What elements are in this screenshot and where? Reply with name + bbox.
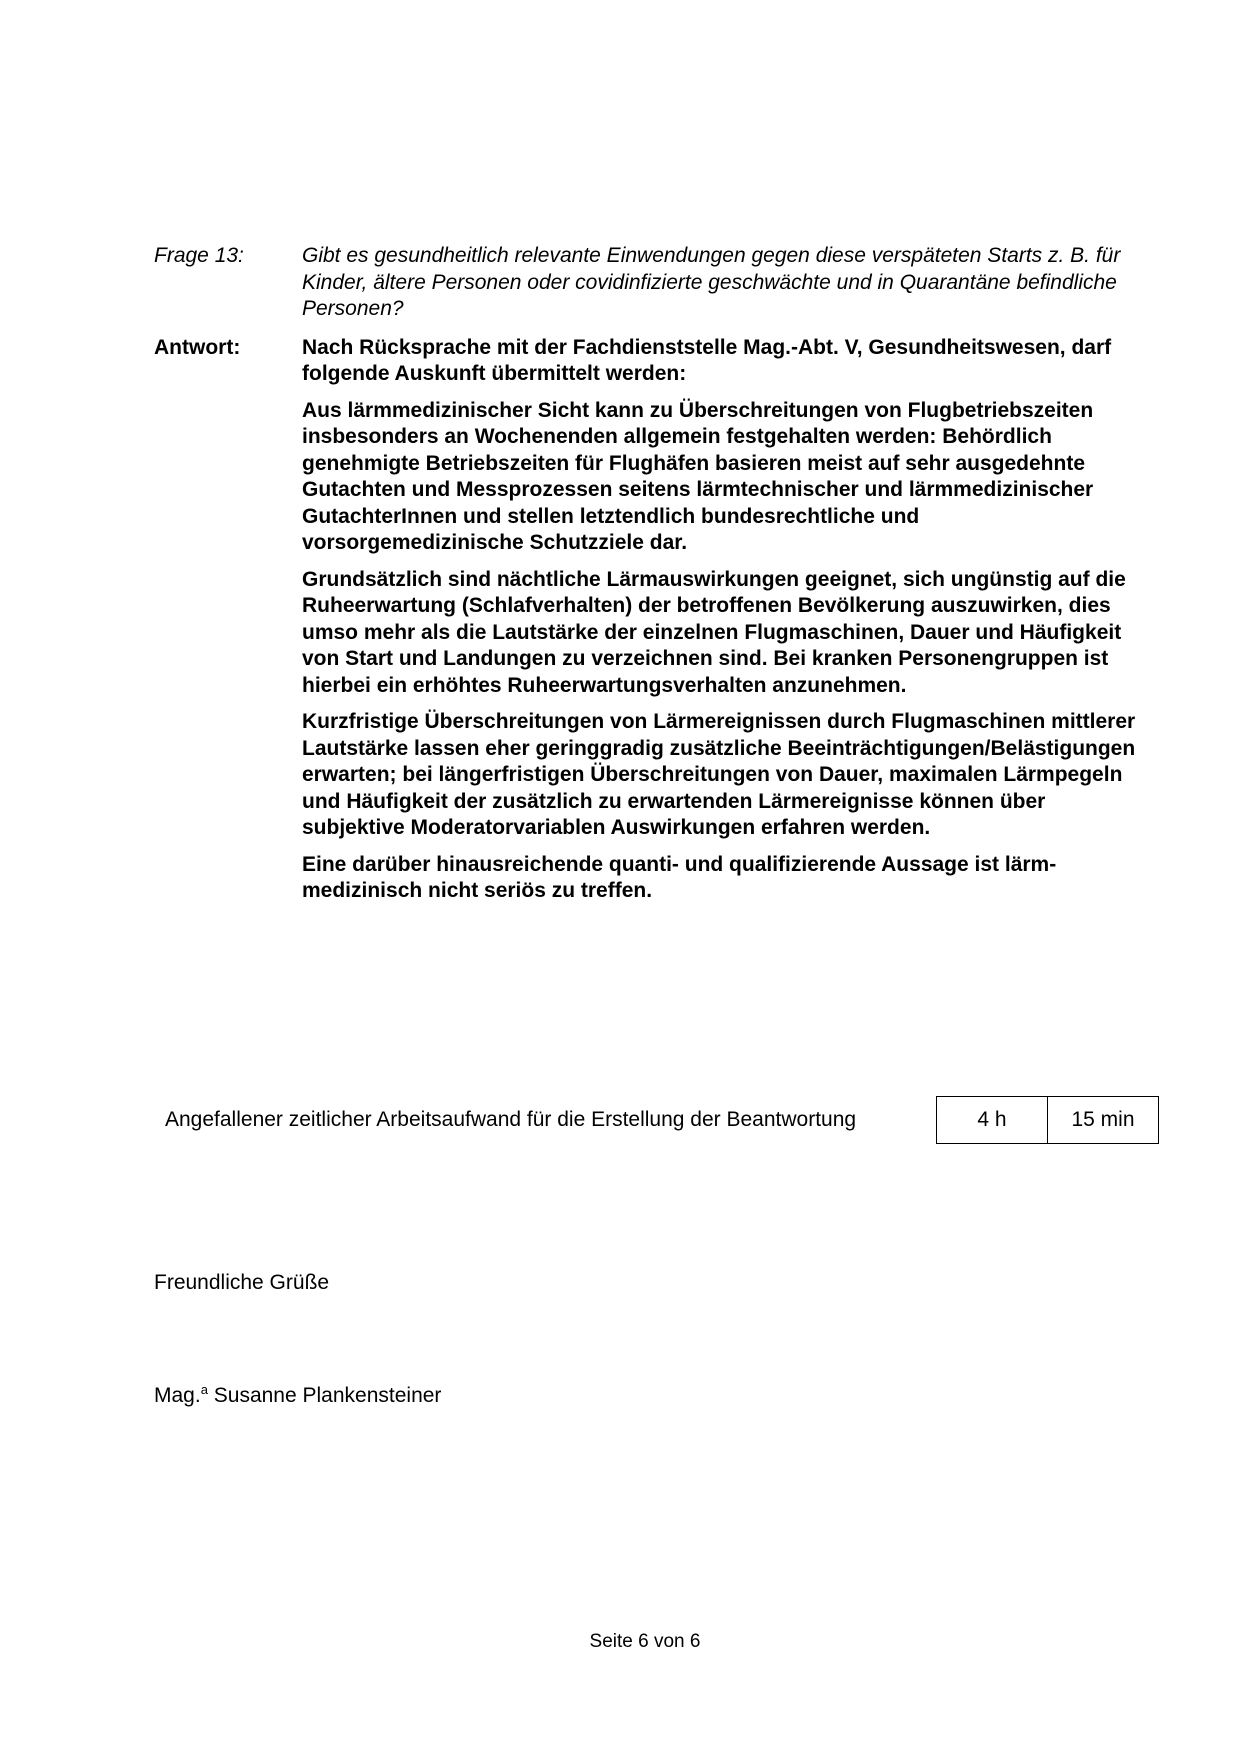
answer-label: Antwort: <box>154 335 241 359</box>
effort-table <box>936 1096 1159 1144</box>
question-text: Gibt es gesundheitlich relevante Einwendungen gegen diese verspäteten Starts z. B. für Kinder, ältere Personen oder covidinfizierte geschwächte und in Quarantäne befindliche Personen? <box>302 244 1121 320</box>
effort-minutes: 15 min <box>1048 1097 1159 1144</box>
question-row <box>154 243 1144 323</box>
effort-table-row <box>937 1097 1159 1144</box>
answer-row <box>154 335 1144 915</box>
question-label: Frage 13: <box>154 244 244 267</box>
answer-paragraph: Grundsätzlich sind nächtliche Lärmauswirkungen geeignet, sich ungünstig auf die Ruheerwartung (Schlafverhalten) der betroffenen Bevölkerung auszuwirken, dies umso mehr als die Lautstärke der einzelnen Flugmaschinen, Dauer und Häufigkeit von Start und Landungen zu verzeichnen sind. Bei kranken Personengruppen ist hierbei ein erhöhtes Ruheerwartungsverhalten anzunehmen. <box>302 567 1126 697</box>
signature-name: Susanne Plankensteiner <box>213 1384 442 1407</box>
answer-body <box>302 335 1144 915</box>
qa-section <box>154 243 1144 915</box>
answer-intro: Nach Rücksprache mit der Fachdienststelle Mag.-Abt. V, Gesundheitswesen, darf folgende Auskunft übermittelt werden: <box>302 335 1112 385</box>
signature-title-superscript: a <box>200 1382 208 1397</box>
effort-section <box>165 1096 1160 1144</box>
signature <box>154 1383 441 1409</box>
answer-paragraph: Aus lärmmedizinischer Sicht kann zu Überschreitungen von Flugbetriebszeiten insbesonders an Wochenenden allgemein festgehalten werden: Behördlich genehmigte Betriebszeiten für Flughäfen basieren meist auf sehr ausgedehnte Gutachten und Messprozessen seitens lärmtechnischer und lärmmedizinischer GutachterInnen und stellen letztendlich bundesrechtliche und vorsorgemedizinische Schutzziele dar. <box>302 398 1094 554</box>
answer-paragraph: Eine darüber hinausreichende quanti- und qualifizierende Aussage ist lärmmedizinisch nicht seriös zu treffen. <box>302 852 1057 902</box>
closing-greeting: Freundliche Grüße <box>154 1271 330 1294</box>
signature-title: Mag. <box>154 1384 201 1407</box>
answer-paragraph: Kurzfristige Überschreitungen von Lärmereignissen durch Flugmaschinen mittlerer Lautstärke lassen eher geringgradig zusätzliche Beeinträchtigungen/Belästigungen erwarten; bei längerfristigen Überschreitungen von Dauer, maximalen Lärmpegeln und Häufigkeit der zusätzlich zu erwartenden Lärmereignisse können über subjektive Moderatorvariablen Auswirkungen erfahren werden. <box>302 710 1136 839</box>
effort-label: Angefallener zeitlicher Arbeitsaufwand für die Erstellung der Beantwortung <box>165 1108 857 1131</box>
effort-hours: 4 h <box>937 1097 1048 1144</box>
page-number-footer: Seite 6 von 6 <box>589 1631 701 1652</box>
